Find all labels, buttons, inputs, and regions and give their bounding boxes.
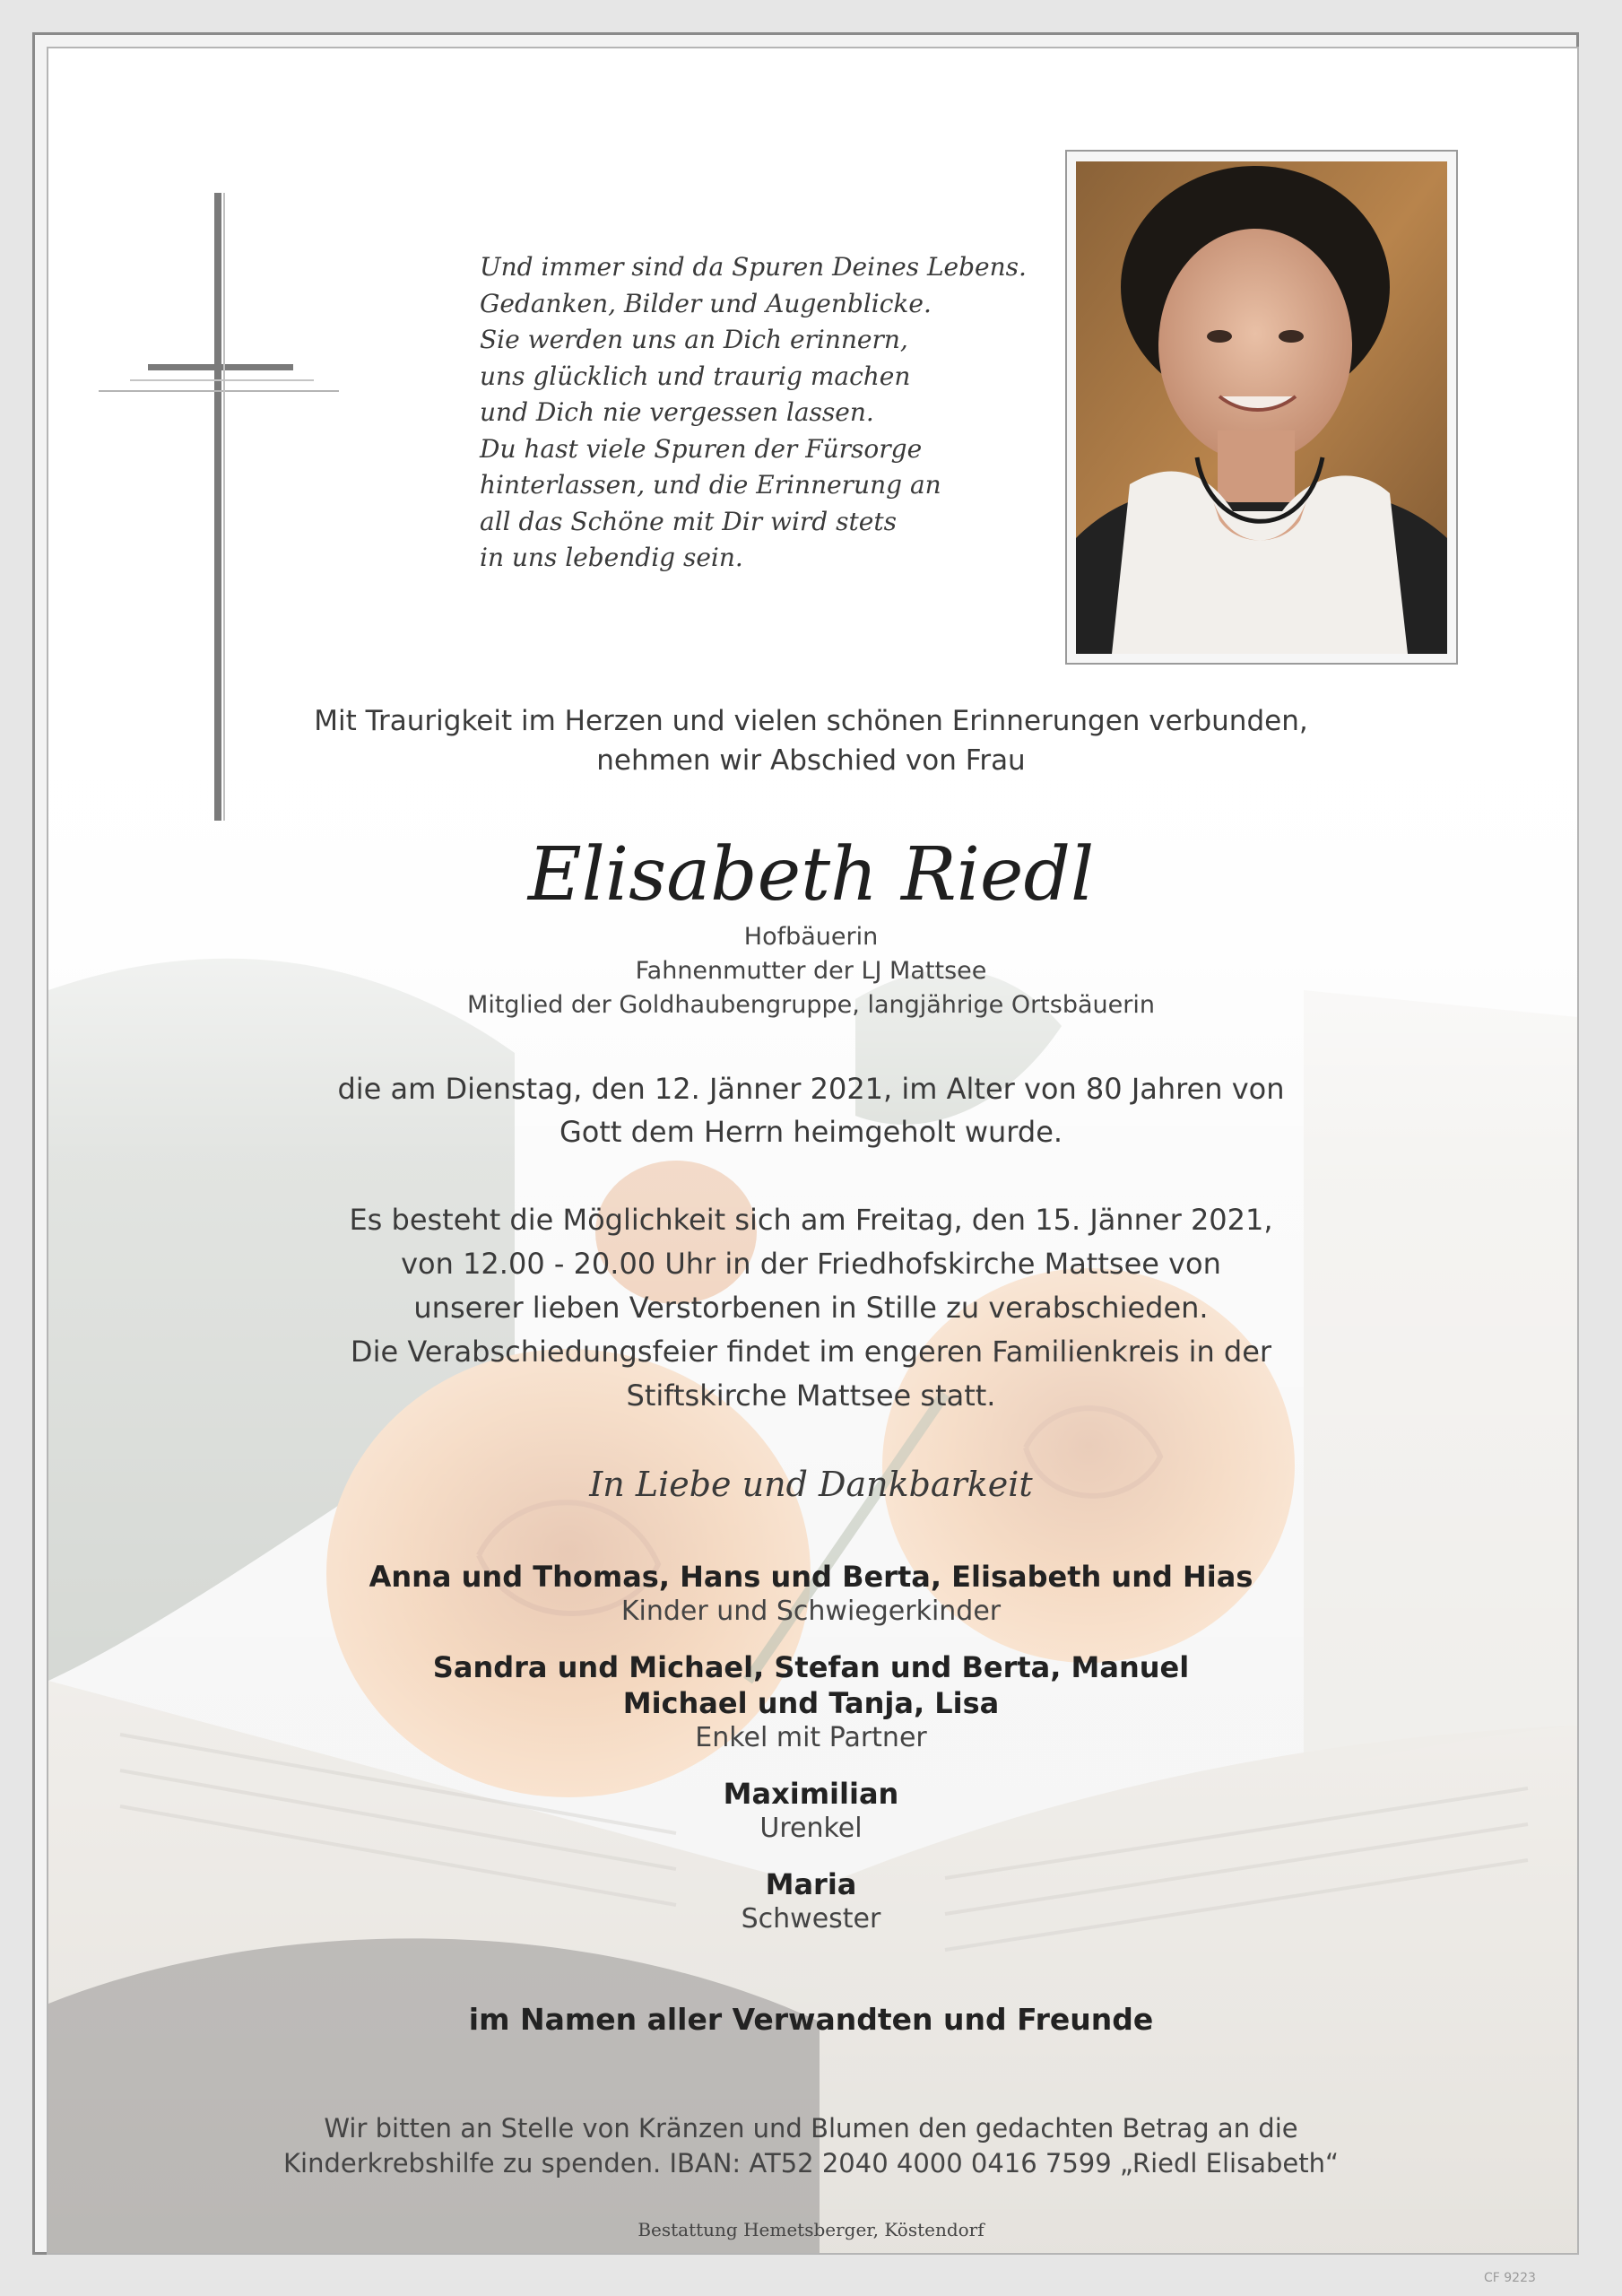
role-line: Hofbäuerin bbox=[743, 923, 879, 951]
role-line: Fahnenmutter der LJ Mattsee bbox=[635, 957, 987, 985]
family-list bbox=[0, 1559, 1622, 1957]
visitation-line: Die Verabschiedungsfeier findet im engeren Familienkreis in der bbox=[350, 1335, 1272, 1369]
role-line: Mitglied der Goldhaubengruppe, langjährige Ortsbäuerin bbox=[467, 991, 1155, 1019]
poem-line: Sie werden uns an Dich erinnern, bbox=[480, 325, 908, 354]
family-group-great-grandchild bbox=[0, 1776, 1622, 1845]
portrait-photo bbox=[1076, 161, 1447, 654]
poem-line: in uns lebendig sein. bbox=[480, 543, 743, 572]
poem-line: und Dich nie vergessen lassen. bbox=[480, 397, 874, 427]
intro-line: nehmen wir Abschied von Frau bbox=[596, 744, 1026, 777]
family-relation: Urenkel bbox=[759, 1813, 863, 1844]
deceased-name: Elisabeth Riedl bbox=[527, 832, 1095, 918]
poem-line: Gedanken, Bilder und Augenblicke. bbox=[480, 288, 932, 318]
poem-line: hinterlassen, und die Erinnerung an bbox=[480, 470, 941, 500]
poem-line: uns glücklich und traurig machen bbox=[480, 361, 911, 391]
visitation-line: Es besteht die Möglichkeit sich am Freitag, den 15. Jänner 2021, bbox=[349, 1203, 1273, 1237]
family-group-children bbox=[0, 1559, 1622, 1628]
family-group-sister bbox=[0, 1866, 1622, 1935]
visitation-line: von 12.00 - 20.00 Uhr in der Friedhofskirche Mattsee von bbox=[401, 1247, 1221, 1281]
donation-line: Wir bitten an Stelle von Kränzen und Blumen den gedachten Betrag an die bbox=[324, 2113, 1298, 2144]
poem-line: all das Schöne mit Dir wird stets bbox=[480, 506, 897, 536]
memorial-poem bbox=[480, 249, 1036, 577]
family-relation: Schwester bbox=[741, 1903, 881, 1935]
family-relation: Enkel mit Partner bbox=[695, 1722, 927, 1753]
thanks-line: In Liebe und Dankbarkeit bbox=[589, 1465, 1033, 1504]
deceased-roles bbox=[0, 920, 1622, 1022]
visitation-line: unserer lieben Verstorbenen in Stille zu verabschieden. bbox=[413, 1291, 1209, 1325]
family-relation: Kinder und Schwiegerkinder bbox=[620, 1596, 1002, 1627]
poem-line: Und immer sind da Spuren Deines Lebens. bbox=[480, 252, 1027, 282]
closing-line: im Namen aller Verwandten und Freunde bbox=[468, 2002, 1154, 2037]
family-names: Michael und Tanja, Lisa bbox=[622, 1686, 1000, 1720]
donation-line: Kinderkrebshilfe zu spenden. IBAN: AT52 2040 4000 0416 7599 „Riedl Elisabeth“ bbox=[283, 2148, 1339, 2179]
death-line: die am Dienstag, den 12. Jänner 2021, im Alter von 80 Jahren von bbox=[337, 1072, 1285, 1106]
family-names: Sandra und Michael, Stefan und Berta, Manuel bbox=[432, 1650, 1190, 1684]
intro-text bbox=[0, 701, 1622, 780]
template-code: CF 9223 bbox=[1484, 2271, 1536, 2285]
family-names: Maximilian bbox=[723, 1777, 899, 1811]
undertaker-credit: Bestattung Hemetsberger, Köstendorf bbox=[638, 2219, 984, 2240]
poem-line: Du hast viele Spuren der Fürsorge bbox=[480, 433, 923, 464]
family-group-grandchildren bbox=[0, 1649, 1622, 1754]
death-line: Gott dem Herrn heimgeholt wurde. bbox=[559, 1115, 1063, 1149]
death-notice bbox=[0, 1067, 1622, 1153]
family-names: Anna und Thomas, Hans und Berta, Elisabeth und Hias bbox=[369, 1560, 1253, 1594]
visitation-info bbox=[0, 1198, 1622, 1418]
visitation-line: Stiftskirche Mattsee statt. bbox=[626, 1378, 996, 1413]
donation-request bbox=[0, 2111, 1622, 2181]
family-names: Maria bbox=[765, 1867, 857, 1901]
intro-line: Mit Traurigkeit im Herzen und vielen schönen Erinnerungen verbunden, bbox=[314, 705, 1308, 737]
